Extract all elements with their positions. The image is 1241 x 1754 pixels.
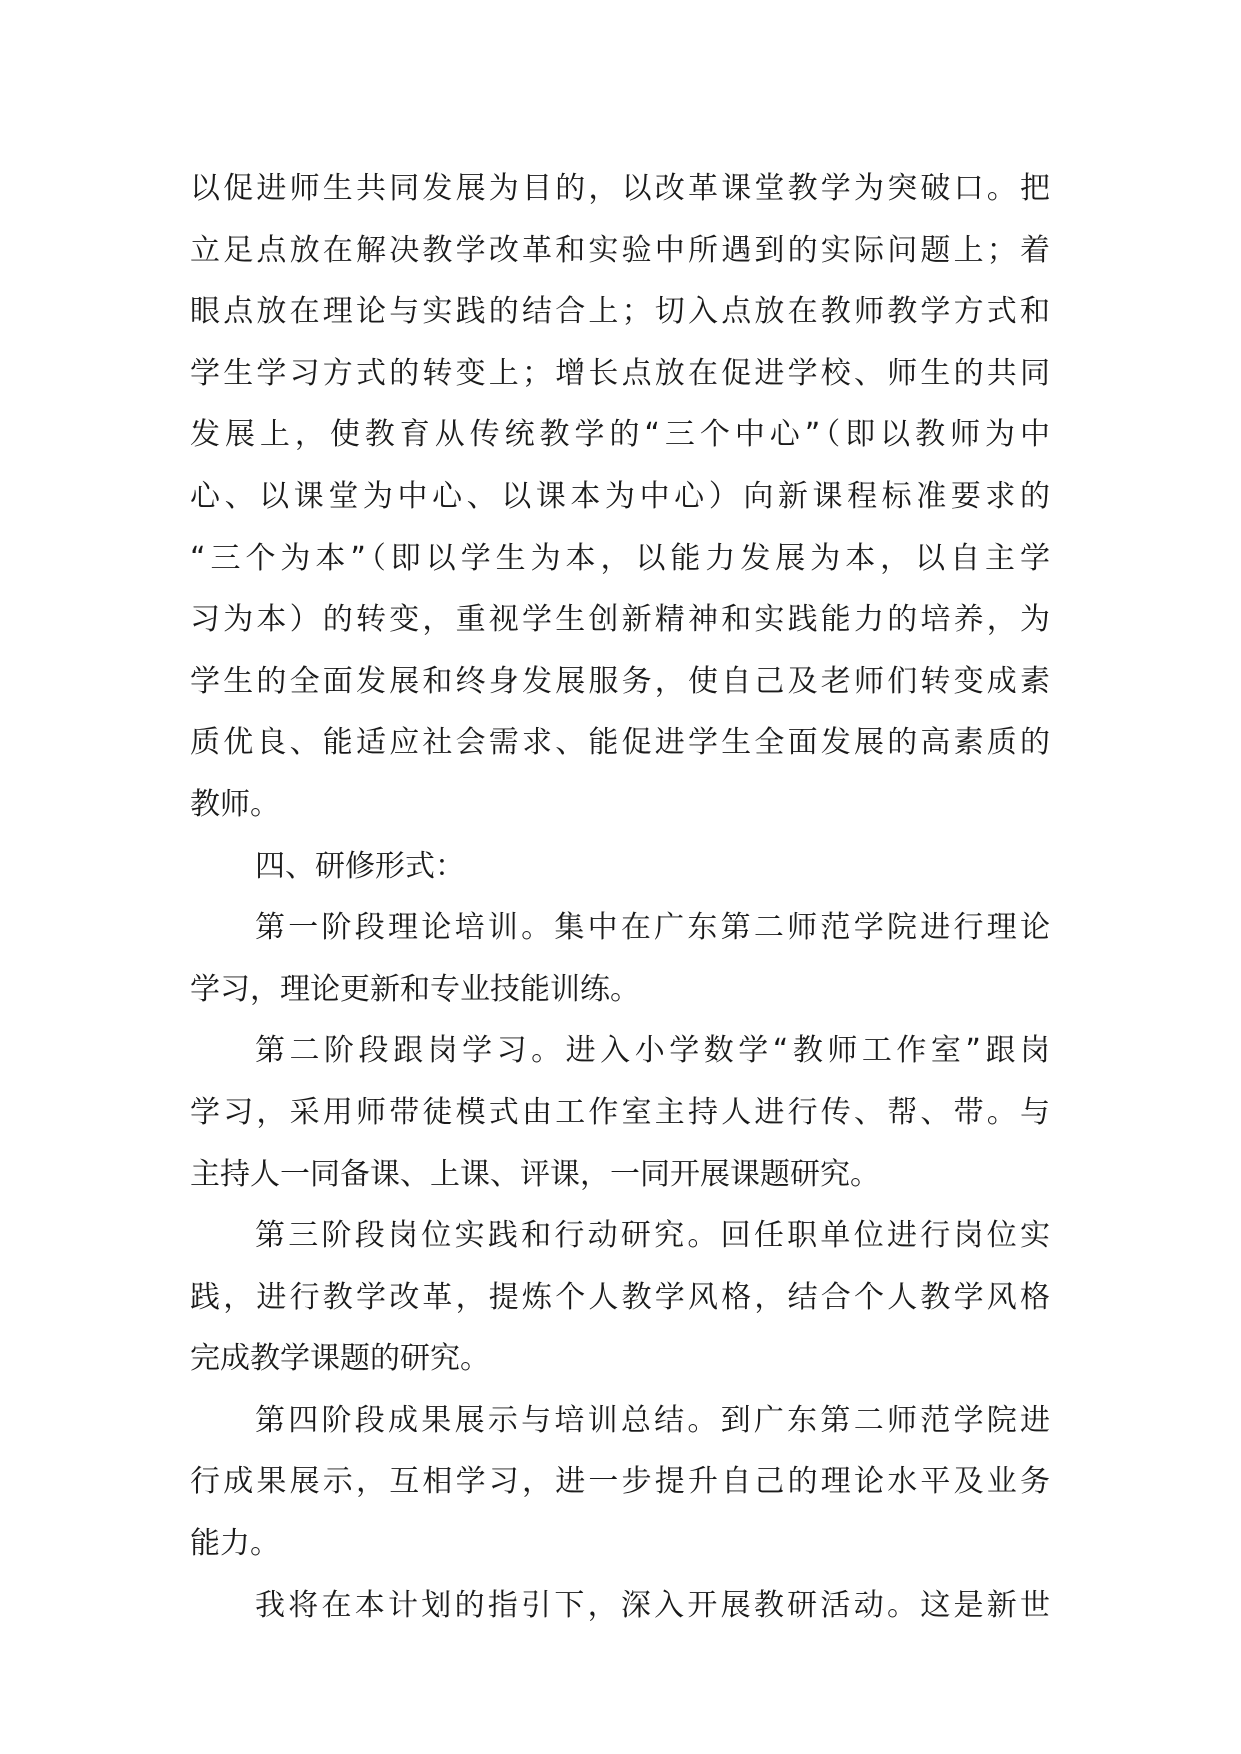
text-line: 质优良、能适应社会需求、能促进学生全面发展的高素质的 xyxy=(190,725,1050,761)
text-line: 习为本）的转变，重视学生创新精神和实践能力的培养，为 xyxy=(190,602,1050,638)
text-line: 行成果展示，互相学习，进一步提升自己的理论水平及业务 xyxy=(190,1464,1050,1500)
text-line: “三个为本”（即以学生为本，以能力发展为本，以自主学 xyxy=(190,540,1050,576)
text-line: 第三阶段岗位实践和行动研究。回任职单位进行岗位实 xyxy=(255,1218,1050,1254)
text-line: 主持人一同备课、上课、评课，一同开展课题研究。 xyxy=(190,1156,880,1192)
text-line: 眼点放在理论与实践的结合上；切入点放在教师教学方式和 xyxy=(190,294,1050,330)
text-line: 第四阶段成果展示与培训总结。到广东第二师范学院进 xyxy=(255,1402,1050,1438)
text-line: 学习，理论更新和专业技能训练。 xyxy=(190,971,640,1007)
text-line: 我将在本计划的指引下，深入开展教研活动。这是新世 xyxy=(255,1587,1050,1623)
text-line: 学生学习方式的转变上；增长点放在促进学校、师生的共同 xyxy=(190,355,1050,391)
text-line: 能力。 xyxy=(190,1526,280,1562)
text-line: 学习，采用师带徒模式由工作室主持人进行传、帮、带。与 xyxy=(190,1094,1050,1130)
text-line: 完成教学课题的研究。 xyxy=(190,1341,490,1377)
text-line: 以促进师生共同发展为目的，以改革课堂教学为突破口。把 xyxy=(190,171,1050,206)
text-line: 心、以课堂为中心、以课本为中心）向新课程标准要求的 xyxy=(190,478,1050,514)
text-line: 第一阶段理论培训。集中在广东第二师范学院进行理论 xyxy=(255,910,1050,946)
text-line: 学生的全面发展和终身发展服务，使自己及老师们转变成素 xyxy=(190,663,1050,699)
text-line: 践，进行教学改革，提炼个人教学风格，结合个人教学风格 xyxy=(190,1279,1050,1315)
text-line: 立足点放在解决教学改革和实验中所遇到的实际问题上；着 xyxy=(190,232,1050,268)
text-line: 教师。 xyxy=(190,786,280,822)
body-text xyxy=(190,158,1050,1636)
text-line: 发展上，使教育从传统教学的“三个中心”（即以教师为中 xyxy=(190,417,1050,453)
text-line: 第二阶段跟岗学习。进入小学数学“教师工作室”跟岗 xyxy=(255,1033,1050,1069)
text-line: 四、研修形式： xyxy=(255,848,465,884)
